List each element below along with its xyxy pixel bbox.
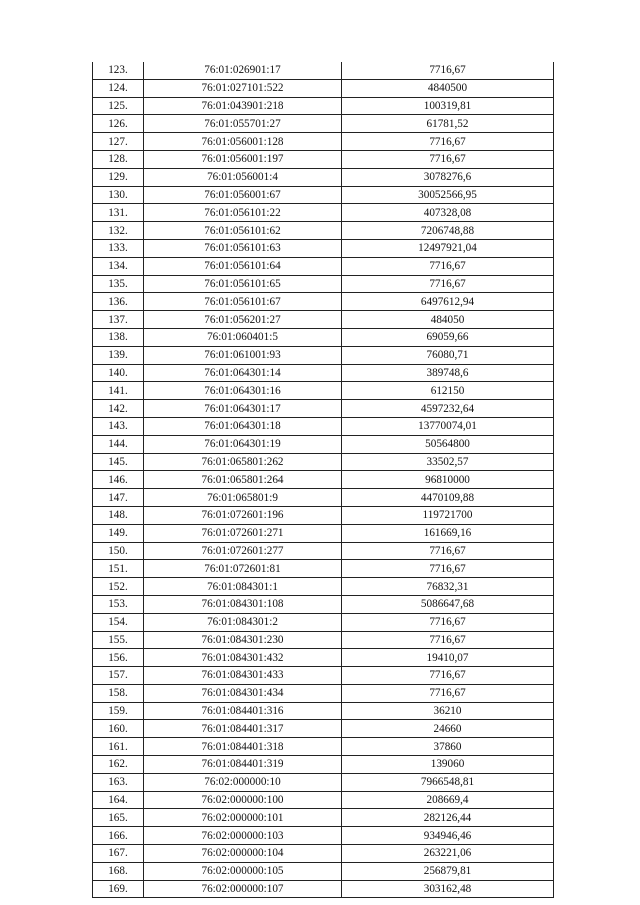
cadastral-number-cell: 76:02:000000:103 xyxy=(144,827,342,845)
row-number-cell: 148. xyxy=(93,506,144,524)
cadastral-number-cell: 76:01:072601:196 xyxy=(144,506,342,524)
cadastral-number-cell: 76:01:065801:262 xyxy=(144,453,342,471)
value-cell: 4840500 xyxy=(342,79,554,97)
cadastral-number-cell: 76:02:000000:107 xyxy=(144,880,342,898)
value-cell: 484050 xyxy=(342,311,554,329)
value-cell: 256879,81 xyxy=(342,862,554,880)
row-number-cell: 144. xyxy=(93,435,144,453)
value-cell: 76080,71 xyxy=(342,346,554,364)
value-cell: 119721700 xyxy=(342,506,554,524)
cadastral-number-cell: 76:01:064301:14 xyxy=(144,364,342,382)
table-body xyxy=(93,62,554,898)
table-row xyxy=(93,239,554,257)
cadastral-number-cell: 76:01:084301:2 xyxy=(144,613,342,631)
row-number-cell: 126. xyxy=(93,115,144,133)
value-cell: 19410,07 xyxy=(342,649,554,667)
cadastral-number-cell: 76:01:027101:522 xyxy=(144,79,342,97)
value-cell: 7716,67 xyxy=(342,275,554,293)
value-cell: 7716,67 xyxy=(342,133,554,151)
table-row xyxy=(93,311,554,329)
table-row xyxy=(93,364,554,382)
row-number-cell: 124. xyxy=(93,79,144,97)
table-row xyxy=(93,595,554,613)
row-number-cell: 130. xyxy=(93,186,144,204)
cadastral-number-cell: 76:01:056001:197 xyxy=(144,150,342,168)
cadastral-number-cell: 76:01:056001:128 xyxy=(144,133,342,151)
cadastral-number-cell: 76:02:000000:100 xyxy=(144,791,342,809)
cadastral-number-cell: 76:01:056201:27 xyxy=(144,311,342,329)
table-row xyxy=(93,489,554,507)
table-row xyxy=(93,524,554,542)
cadastral-number-cell: 76:01:084301:108 xyxy=(144,595,342,613)
value-cell: 36210 xyxy=(342,702,554,720)
table-row xyxy=(93,293,554,311)
cadastral-number-cell: 76:01:060401:5 xyxy=(144,328,342,346)
cadastral-number-cell: 76:01:056001:4 xyxy=(144,168,342,186)
table-row xyxy=(93,275,554,293)
cadastral-number-cell: 76:01:056101:62 xyxy=(144,222,342,240)
row-number-cell: 161. xyxy=(93,738,144,756)
cadastral-number-cell: 76:02:000000:101 xyxy=(144,809,342,827)
value-cell: 7716,67 xyxy=(342,684,554,702)
table-row xyxy=(93,346,554,364)
cadastral-number-cell: 76:01:061001:93 xyxy=(144,346,342,364)
cadastral-number-cell: 76:01:056101:67 xyxy=(144,293,342,311)
row-number-cell: 133. xyxy=(93,239,144,257)
table-row xyxy=(93,756,554,774)
row-number-cell: 145. xyxy=(93,453,144,471)
value-cell: 407328,08 xyxy=(342,204,554,222)
value-cell: 50564800 xyxy=(342,435,554,453)
cadastral-number-cell: 76:01:084401:316 xyxy=(144,702,342,720)
value-cell: 96810000 xyxy=(342,471,554,489)
table-row xyxy=(93,417,554,435)
cadastral-number-cell: 76:01:064301:19 xyxy=(144,435,342,453)
row-number-cell: 163. xyxy=(93,773,144,791)
cadastral-number-cell: 76:01:064301:18 xyxy=(144,417,342,435)
value-cell: 282126,44 xyxy=(342,809,554,827)
table-row xyxy=(93,471,554,489)
cadastral-number-cell: 76:01:084301:433 xyxy=(144,667,342,685)
cadastral-number-cell: 76:01:026901:17 xyxy=(144,62,342,79)
value-cell: 612150 xyxy=(342,382,554,400)
value-cell: 6497612,94 xyxy=(342,293,554,311)
table-row xyxy=(93,845,554,863)
value-cell: 7716,67 xyxy=(342,257,554,275)
value-cell: 33502,57 xyxy=(342,453,554,471)
table-row xyxy=(93,667,554,685)
cadastral-number-cell: 76:02:000000:10 xyxy=(144,773,342,791)
table-row xyxy=(93,631,554,649)
cadastral-number-cell: 76:01:055701:27 xyxy=(144,115,342,133)
row-number-cell: 165. xyxy=(93,809,144,827)
row-number-cell: 129. xyxy=(93,168,144,186)
value-cell: 24660 xyxy=(342,720,554,738)
value-cell: 303162,48 xyxy=(342,880,554,898)
cadastral-number-cell: 76:01:056101:65 xyxy=(144,275,342,293)
table-row xyxy=(93,578,554,596)
value-cell: 7716,67 xyxy=(342,542,554,560)
table-row xyxy=(93,115,554,133)
table-row xyxy=(93,560,554,578)
cadastral-number-cell: 76:01:065801:9 xyxy=(144,489,342,507)
table-row xyxy=(93,168,554,186)
row-number-cell: 147. xyxy=(93,489,144,507)
table-row xyxy=(93,328,554,346)
table-row xyxy=(93,613,554,631)
row-number-cell: 128. xyxy=(93,150,144,168)
value-cell: 7716,67 xyxy=(342,560,554,578)
table-row xyxy=(93,684,554,702)
row-number-cell: 167. xyxy=(93,845,144,863)
table-row xyxy=(93,62,554,79)
table-row xyxy=(93,738,554,756)
table-row xyxy=(93,400,554,418)
cadastral-value-table xyxy=(92,62,554,898)
cadastral-number-cell: 76:01:084401:317 xyxy=(144,720,342,738)
row-number-cell: 168. xyxy=(93,862,144,880)
row-number-cell: 141. xyxy=(93,382,144,400)
row-number-cell: 149. xyxy=(93,524,144,542)
row-number-cell: 131. xyxy=(93,204,144,222)
table-row xyxy=(93,150,554,168)
table-row xyxy=(93,791,554,809)
row-number-cell: 160. xyxy=(93,720,144,738)
value-cell: 263221,06 xyxy=(342,845,554,863)
value-cell: 7966548,81 xyxy=(342,773,554,791)
table-row xyxy=(93,97,554,115)
value-cell: 12497921,04 xyxy=(342,239,554,257)
row-number-cell: 150. xyxy=(93,542,144,560)
table-row xyxy=(93,880,554,898)
table-row xyxy=(93,435,554,453)
row-number-cell: 135. xyxy=(93,275,144,293)
row-number-cell: 140. xyxy=(93,364,144,382)
cadastral-number-cell: 76:02:000000:105 xyxy=(144,862,342,880)
table-row xyxy=(93,809,554,827)
value-cell: 389748,6 xyxy=(342,364,554,382)
value-cell: 4470109,88 xyxy=(342,489,554,507)
row-number-cell: 159. xyxy=(93,702,144,720)
value-cell: 100319,81 xyxy=(342,97,554,115)
row-number-cell: 151. xyxy=(93,560,144,578)
table-row xyxy=(93,542,554,560)
row-number-cell: 137. xyxy=(93,311,144,329)
cadastral-number-cell: 76:01:064301:16 xyxy=(144,382,342,400)
cadastral-number-cell: 76:01:056101:64 xyxy=(144,257,342,275)
row-number-cell: 132. xyxy=(93,222,144,240)
table-row xyxy=(93,720,554,738)
value-cell: 5086647,68 xyxy=(342,595,554,613)
cadastral-number-cell: 76:01:084301:434 xyxy=(144,684,342,702)
table-row xyxy=(93,133,554,151)
cadastral-number-cell: 76:01:056101:63 xyxy=(144,239,342,257)
table-row xyxy=(93,453,554,471)
cadastral-number-cell: 76:01:084401:319 xyxy=(144,756,342,774)
row-number-cell: 127. xyxy=(93,133,144,151)
table-row xyxy=(93,257,554,275)
value-cell: 4597232,64 xyxy=(342,400,554,418)
value-cell: 69059,66 xyxy=(342,328,554,346)
table-row xyxy=(93,862,554,880)
row-number-cell: 152. xyxy=(93,578,144,596)
cadastral-number-cell: 76:01:084301:432 xyxy=(144,649,342,667)
value-cell: 7716,67 xyxy=(342,631,554,649)
row-number-cell: 146. xyxy=(93,471,144,489)
row-number-cell: 138. xyxy=(93,328,144,346)
table-row xyxy=(93,827,554,845)
value-cell: 61781,52 xyxy=(342,115,554,133)
value-cell: 7206748,88 xyxy=(342,222,554,240)
value-cell: 208669,4 xyxy=(342,791,554,809)
cadastral-number-cell: 76:01:084301:230 xyxy=(144,631,342,649)
table-row xyxy=(93,222,554,240)
row-number-cell: 164. xyxy=(93,791,144,809)
row-number-cell: 169. xyxy=(93,880,144,898)
cadastral-number-cell: 76:01:043901:218 xyxy=(144,97,342,115)
row-number-cell: 142. xyxy=(93,400,144,418)
value-cell: 3078276,6 xyxy=(342,168,554,186)
row-number-cell: 157. xyxy=(93,667,144,685)
row-number-cell: 123. xyxy=(93,62,144,79)
row-number-cell: 156. xyxy=(93,649,144,667)
table-row xyxy=(93,773,554,791)
cadastral-number-cell: 76:01:064301:17 xyxy=(144,400,342,418)
table-row xyxy=(93,702,554,720)
cadastral-number-cell: 76:01:056101:22 xyxy=(144,204,342,222)
row-number-cell: 158. xyxy=(93,684,144,702)
cadastral-number-cell: 76:02:000000:104 xyxy=(144,845,342,863)
cadastral-number-cell: 76:01:072601:277 xyxy=(144,542,342,560)
table-row xyxy=(93,649,554,667)
row-number-cell: 143. xyxy=(93,417,144,435)
row-number-cell: 154. xyxy=(93,613,144,631)
value-cell: 161669,16 xyxy=(342,524,554,542)
value-cell: 76832,31 xyxy=(342,578,554,596)
table-row xyxy=(93,382,554,400)
value-cell: 934946,46 xyxy=(342,827,554,845)
value-cell: 7716,67 xyxy=(342,613,554,631)
row-number-cell: 155. xyxy=(93,631,144,649)
cadastral-number-cell: 76:01:084301:1 xyxy=(144,578,342,596)
value-cell: 30052566,95 xyxy=(342,186,554,204)
table-row xyxy=(93,204,554,222)
value-cell: 7716,67 xyxy=(342,62,554,79)
value-cell: 139060 xyxy=(342,756,554,774)
value-cell: 7716,67 xyxy=(342,667,554,685)
value-cell: 37860 xyxy=(342,738,554,756)
cadastral-number-cell: 76:01:056001:67 xyxy=(144,186,342,204)
table-row xyxy=(93,506,554,524)
cadastral-number-cell: 76:01:072601:271 xyxy=(144,524,342,542)
row-number-cell: 139. xyxy=(93,346,144,364)
table-row xyxy=(93,79,554,97)
cadastral-number-cell: 76:01:072601:81 xyxy=(144,560,342,578)
row-number-cell: 162. xyxy=(93,756,144,774)
row-number-cell: 153. xyxy=(93,595,144,613)
cadastral-number-cell: 76:01:065801:264 xyxy=(144,471,342,489)
value-cell: 13770074,01 xyxy=(342,417,554,435)
cadastral-number-cell: 76:01:084401:318 xyxy=(144,738,342,756)
table-row xyxy=(93,186,554,204)
row-number-cell: 125. xyxy=(93,97,144,115)
row-number-cell: 134. xyxy=(93,257,144,275)
row-number-cell: 166. xyxy=(93,827,144,845)
row-number-cell: 136. xyxy=(93,293,144,311)
value-cell: 7716,67 xyxy=(342,150,554,168)
